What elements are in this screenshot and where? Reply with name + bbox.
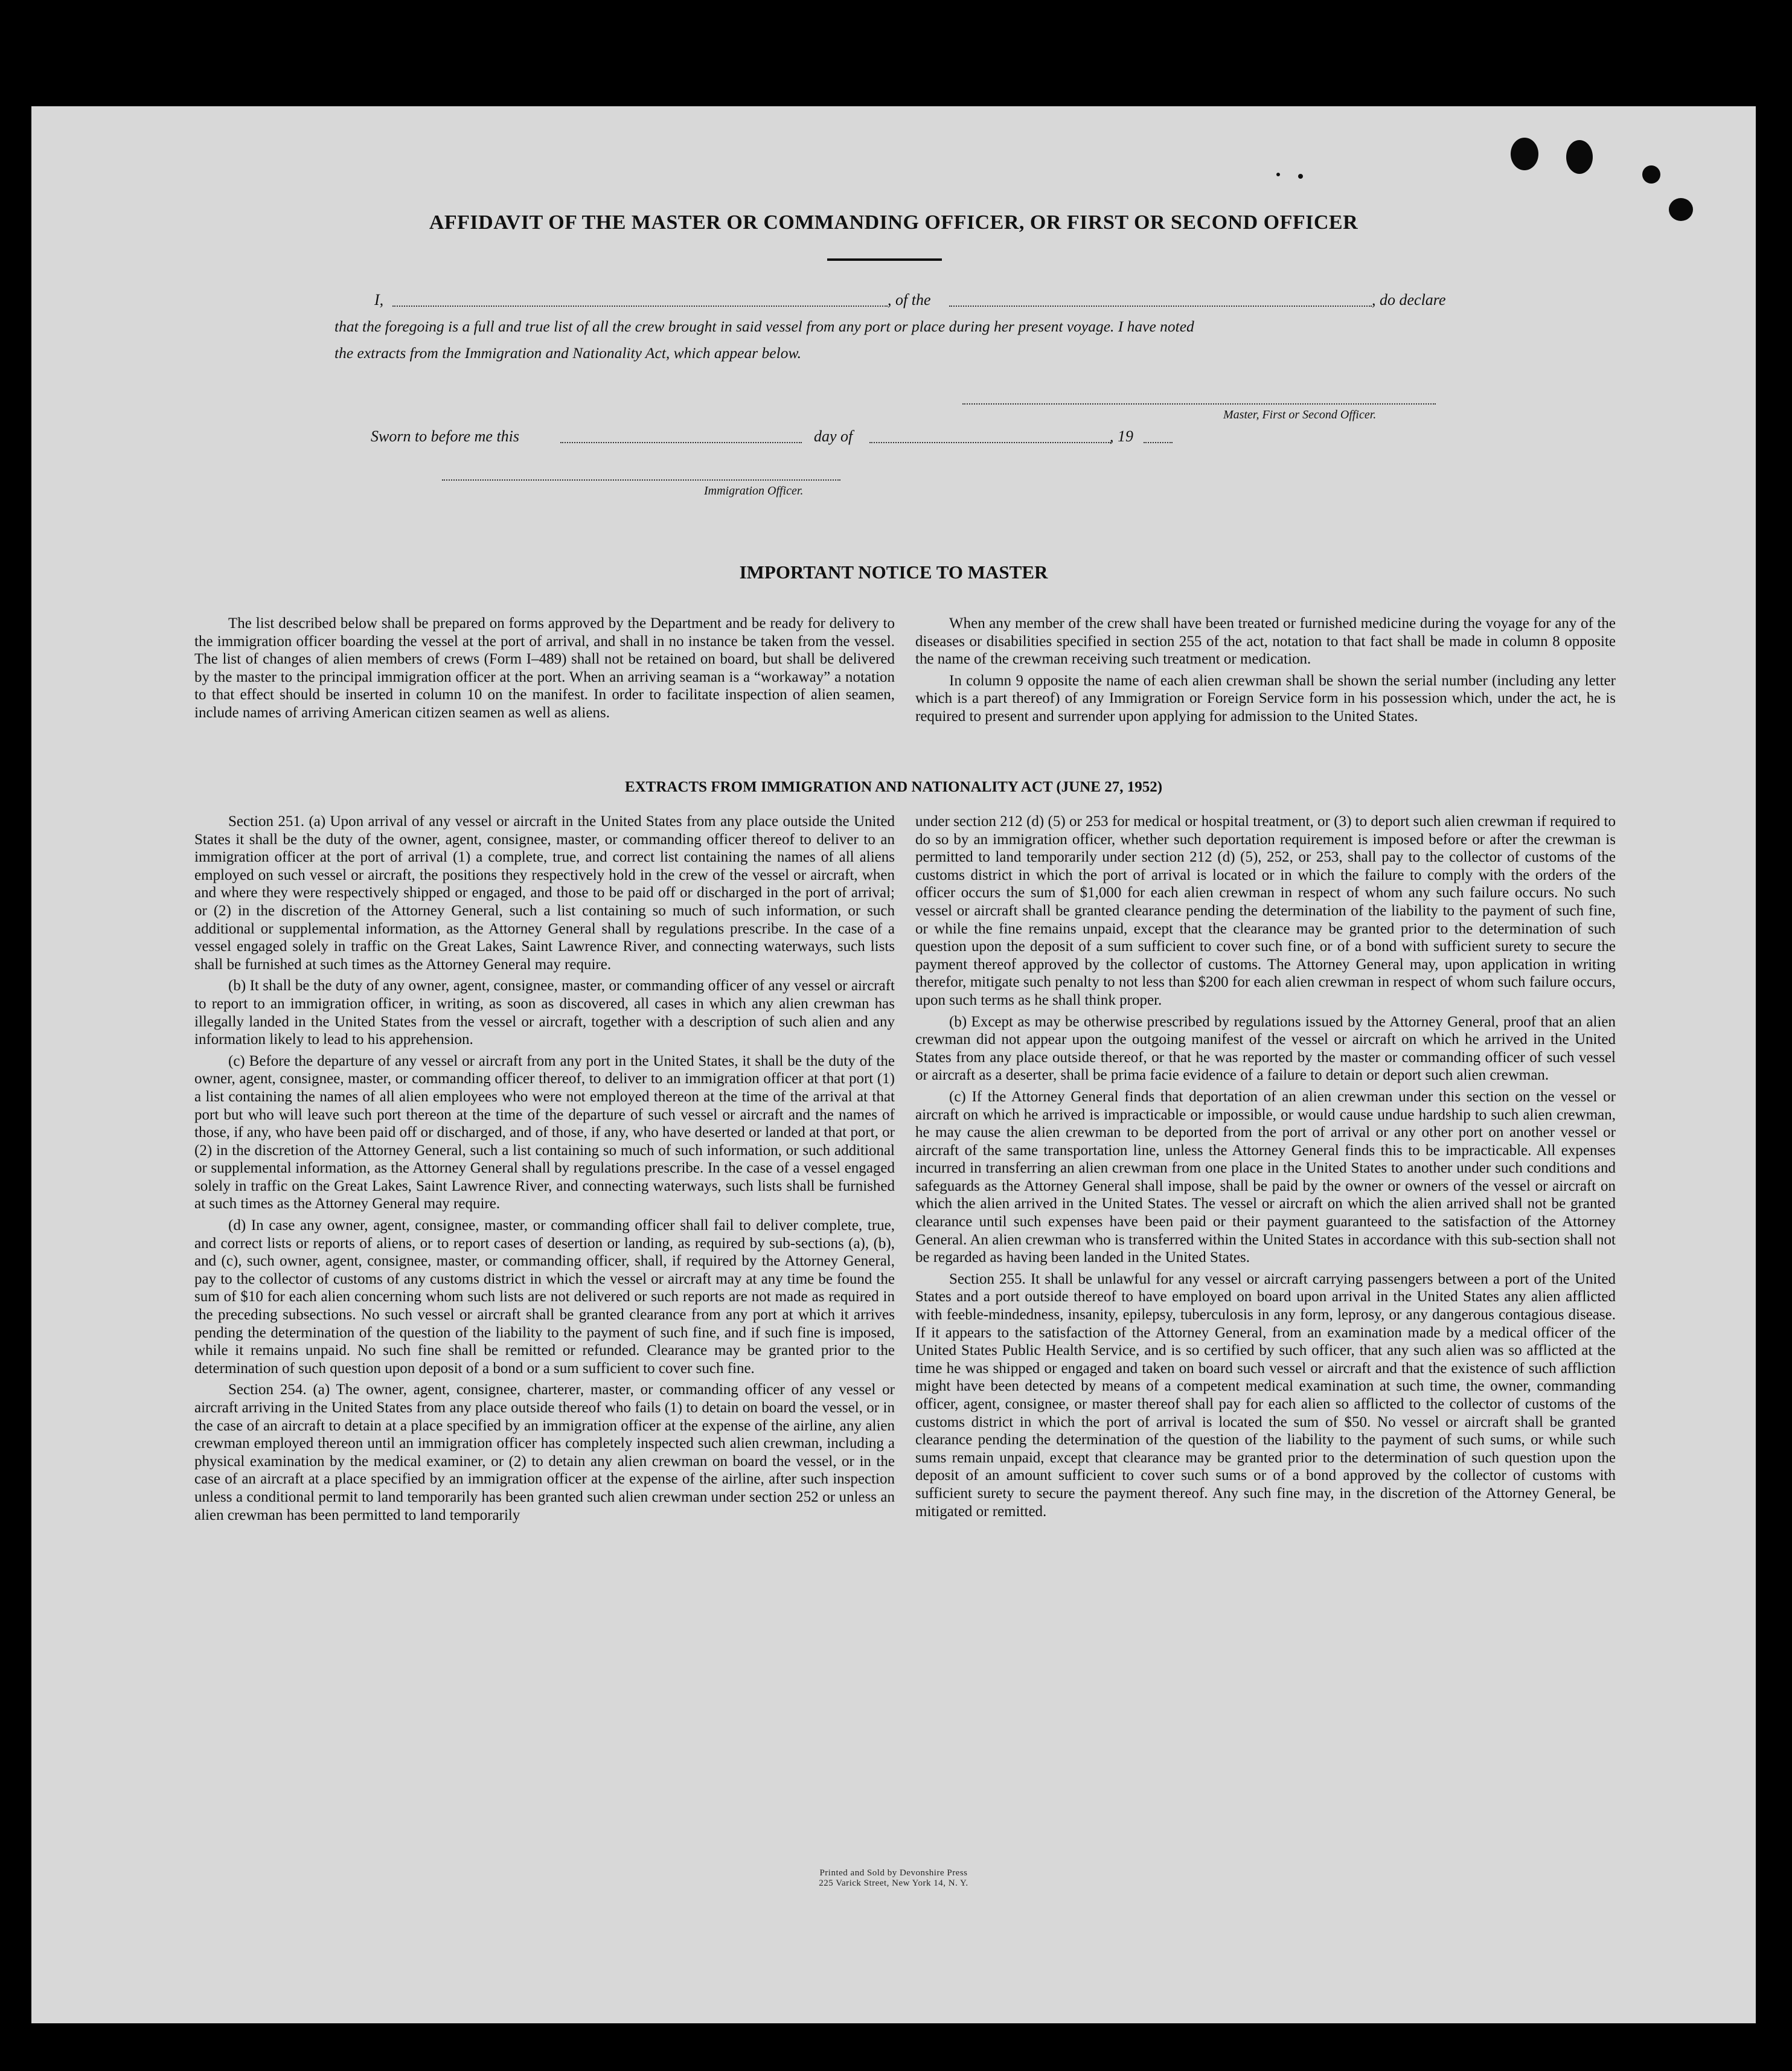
extracts-left-column: [194, 813, 895, 1528]
act-paragraph: Section 255. It shall be unlawful for any vessel or aircraft carrying passengers between a port of the United States and a port outside thereof to have employed on board upon arrival in the United States any alien afflicted with feeble-mindedness, insanity, epilepsy, tuberculosis in any form, leprosy, or any dangerous contagious disease. If it appears to the satisfaction of the Attorney General, from an examination made by a medical officer of the United States Public Health Service, and is so certified by such officer, that any such alien was so afflicted at the time he was shipped or engaged and taken on board such vessel or aircraft and that the existence of such affliction might have been detected by means of a competent medical examination at such time, the owner, commanding officer, agent, consignee, or master thereof shall pay for each alien so afflicted to the collector of customs of the customs district in which the port of arrival is located the sum of $50. No vessel or aircraft shall be granted clearance pending the determination of the question of the liability to the payment of such sums, or while such sums remain unpaid, except that clearance may be granted prior to the determination of such question upon the deposit of an amount sufficient to cover such sums or of a bond approved by the collector of customs with sufficient surety to secure the payment thereof. Any such fine may, in the discretion of the Attorney General, be mitigated or remitted.: [915, 1270, 1616, 1520]
punch-hole: [1566, 140, 1593, 174]
sworn-label: Sworn to before me this: [371, 427, 520, 445]
officer-signature-label: Immigration Officer.: [704, 484, 804, 498]
sworn-year-line: [1144, 442, 1173, 443]
speck: [1298, 174, 1303, 179]
master-signature-label: Master, First or Second Officer.: [1223, 408, 1377, 421]
year-prefix-label: , 19: [1110, 427, 1133, 445]
punch-hole: [1511, 138, 1538, 170]
sworn-month-line: [869, 442, 1111, 443]
notice-paragraph: When any member of the crew shall have been treated or furnished medicine during the voyage for any of the diseases or disabilities specified in section 255 of the act, notation to that fact shall be made in column 8 opposite the name of the crewman receiving such treatment or medication.: [915, 615, 1616, 668]
declaration-do-declare: , do declare: [1372, 291, 1446, 309]
extracts-right-column: [915, 813, 1616, 1524]
vessel-field-line: [949, 306, 1372, 307]
extracts-title: EXTRACTS FROM IMMIGRATION AND NATIONALITY ACT (JUNE 27, 1952): [624, 779, 1163, 795]
notice-paragraph: The list described below shall be prepared on forms approved by the Department and be ready for delivery to the immigration officer boarding the vessel at the port of arrival, and shall in no instance be taken from the vessel. The list of changes of alien members of crews (Form I–489) shall not be retained on board, but shall be delivered by the master to the principal immigration officer at the port. When an arriving seaman is a “workaway” a notation to that effect should be inserted in column 10 on the manifest. In order to facilitate inspection of alien seamen, include names of arriving American citizen seamen as well as aliens.: [194, 615, 895, 721]
master-signature-line: [962, 403, 1436, 405]
affidavit-title: AFFIDAVIT OF THE MASTER OR COMMANDING OFFICER, OR FIRST OR SECOND OFFICER: [429, 211, 1358, 234]
declaration-line-1: that the foregoing is a full and true list of all the crew brought in said vessel from any port or place during her present voyage. I have noted: [334, 318, 1194, 335]
act-paragraph: (b) Except as may be otherwise prescribed by regulations issued by the Attorney General, proof that an alien crewman did not appear upon the outgoing manifest of the vessel or aircraft on which he arrived in the United States from any place outside thereof, or that he was reported by the master or commanding officer of such vessel or aircraft as a deserter, shall be prima facie evidence of a failure to detain or deport such alien crewman.: [915, 1013, 1616, 1084]
act-paragraph: (c) If the Attorney General finds that deportation of an alien crewman under this section on the vessel or aircraft on which he arrived is impracticable or impossible, or would cause undue hardship to such alien crewman, he may cause the alien crewman to be deported from the port of arrival or any other port on another vessel or aircraft of the same transportation line, unless the Attorney General finds this to be impracticable. All expenses incurred in transferring an alien crewman from one place in the United States to another under such conditions and safeguards as the Attorney General shall impose, shall be paid by the owner or owners of the vessel or aircraft on which the alien arrived in the United States. The vessel or aircraft on which the alien arrived shall not be granted clearance until such expenses have been paid or their payment guaranteed to the satisfaction of the Attorney General. An alien crewman who is transferred within the United States in accordance with this sub-section shall not be regarded as having been landed in the United States.: [915, 1088, 1616, 1266]
imprint-line-1: Printed and Sold by Devonshire Press: [819, 1868, 968, 1878]
act-paragraph: (c) Before the departure of any vessel or aircraft from any port in the United States, it shall be the duty of the owner, agent, consignee, master, or commanding officer thereof, to deliver to an immigration officer at that port (1) a list containing the names of all alien employees who were not employed thereon at the time of the arrival at that port but who will leave such port thereon at the time of the departure of such vessel or aircraft and the names of those, if any, who have been paid off or discharged, and of those, if any, who have deserted or landed at that port, or (2) in the discretion of the Attorney General, such a list containing so much of such information, or such additional or supplemental information, as the Attorney General shall by regulations prescribe. In the case of a vessel engaged solely in traffic on the Great Lakes, Saint Lawrence River, and connecting waterways, such lists shall be furnished at such times as the Attorney General may require.: [194, 1052, 895, 1212]
notice-right-column: [915, 615, 1616, 729]
title-underline: [827, 258, 942, 261]
declaration-line-2: the extracts from the Immigration and Nationality Act, which appear below.: [334, 344, 801, 362]
name-field-line: [392, 306, 888, 307]
act-paragraph: under section 212 (d) (5) or 253 for medical or hospital treatment, or (3) to deport such alien crewman if required to do so by an immigration officer, whether such deportation requirement is imposed before or after the crewman is permitted to land temporarily under section 212 (d) (5), 252, or 253, shall pay to the collector of customs of the customs district in which the port of arrival is located or in which the failure to comply with the orders of the officer occurs the sum of $1,000 for each alien crewman in respect of whom any such failure occurs. No such vessel or aircraft shall be granted clearance pending the determination of the liability to the payment of such fine, or while the fine remains unpaid, except that the clearance may be granted prior to the determination of such question upon the deposit of a sum sufficient to cover such fine, or of a bond with sufficient surety to secure the payment thereof approved by the collector of customs. The Attorney General may, upon application in writing therefor, mitigate such penalty to not less than $200 for each alien crewman in respect of whom such failure occurs, upon such terms as he shall think proper.: [915, 813, 1616, 1008]
punch-hole: [1642, 165, 1660, 184]
declaration-of-the: , of the: [888, 291, 931, 309]
declaration-i-label: I,: [374, 291, 384, 309]
speck: [1276, 173, 1280, 176]
act-paragraph: (b) It shall be the duty of any owner, agent, consignee, master, or commanding officer of any vessel or aircraft to report to an immigration officer, in writing, as soon as discovered, all cases in which any alien crewman has illegally landed in the United States from the vessel or aircraft, together with a description of such alien and any information likely to lead to his apprehension.: [194, 978, 895, 1048]
act-paragraph: (d) In case any owner, agent, consignee, master, or commanding officer shall fail to deliver complete, true, and correct lists or reports of aliens, or to report cases of desertion or landing, as required by sub-sections (a), (b), and (c), such owner, agent, consignee, master, or commanding officer, shall, if required by the Attorney General, pay to the collector of customs of any customs district in which the vessel or aircraft may at any time be found the sum of $10 for each alien concerning whom such lists are not delivered or such reports are not made as required in the preceding subsections. No such vessel or aircraft shall be granted clearance from any port at which it arrives pending the determination of the question of the liability to the payment of such fine, and if such fine is imposed, while it remains unpaid. No such fine shall be remitted or refunded. Clearance may be granted prior to the determination of such question upon deposit of a bond or a sum sufficient to cover such fine.: [194, 1217, 895, 1377]
notice-left-column: [194, 615, 895, 726]
imprint-line-2: 225 Varick Street, New York 14, N. Y.: [819, 1878, 968, 1888]
act-paragraph: Section 254. (a) The owner, agent, consignee, charterer, master, or commanding officer of any vessel or aircraft arriving in the United States from any place outside thereof who fails (1) to detain on board the vessel, or in the case of an aircraft to detain at a place specified by an immigration officer at the expense of the airline, any alien crewman employed thereon until an immigration officer has completely inspected such alien crewman, including a physical examination by the medical examiner, or (2) to detain any alien crewman on board the vessel, or in the case of an aircraft at a place specified by an immigration officer at the expense of the airline, after such inspection unless a conditional permit to land temporarily has been granted such alien crewman under section 252 or unless an alien crewman has been permitted to land temporarily: [194, 1381, 895, 1523]
officer-signature-line: [442, 479, 840, 481]
act-paragraph: Section 251. (a) Upon arrival of any vessel or aircraft in the United States from any place outside the United States it shall be the duty of the owner, agent, consignee, master, or commanding officer thereof to deliver to an immigration officer at the port of arrival (1) a complete, true, and correct list containing the names of all aliens employed on such vessel or aircraft, the positions they respectively hold in the crew of the vessel or aircraft, when and where they were respectively shipped or engaged, and those to be paid off or discharged in the port of arrival; or (2) in the discretion of the Attorney General, such a list containing so much of such information, or such additional or supplemental information, as the Attorney General shall by regulations prescribe. In the case of a vessel engaged solely in traffic on the Great Lakes, Saint Lawrence River, and connecting waterways, such lists shall be furnished at such times as the Attorney General may require.: [194, 813, 895, 973]
notice-title: IMPORTANT NOTICE TO MASTER: [739, 562, 1048, 583]
printer-imprint: [31, 1868, 1756, 1889]
affidavit-form-page: [31, 106, 1756, 2023]
sworn-day-line: [560, 442, 802, 443]
day-of-label: day of: [814, 427, 853, 445]
notice-paragraph: In column 9 opposite the name of each alien crewman shall be shown the serial number (including any letter which is a part thereof) of any Immigration or Foreign Service form in his possession which, under the act, he is required to present and surrender upon applying for admission to the United States.: [915, 672, 1616, 725]
